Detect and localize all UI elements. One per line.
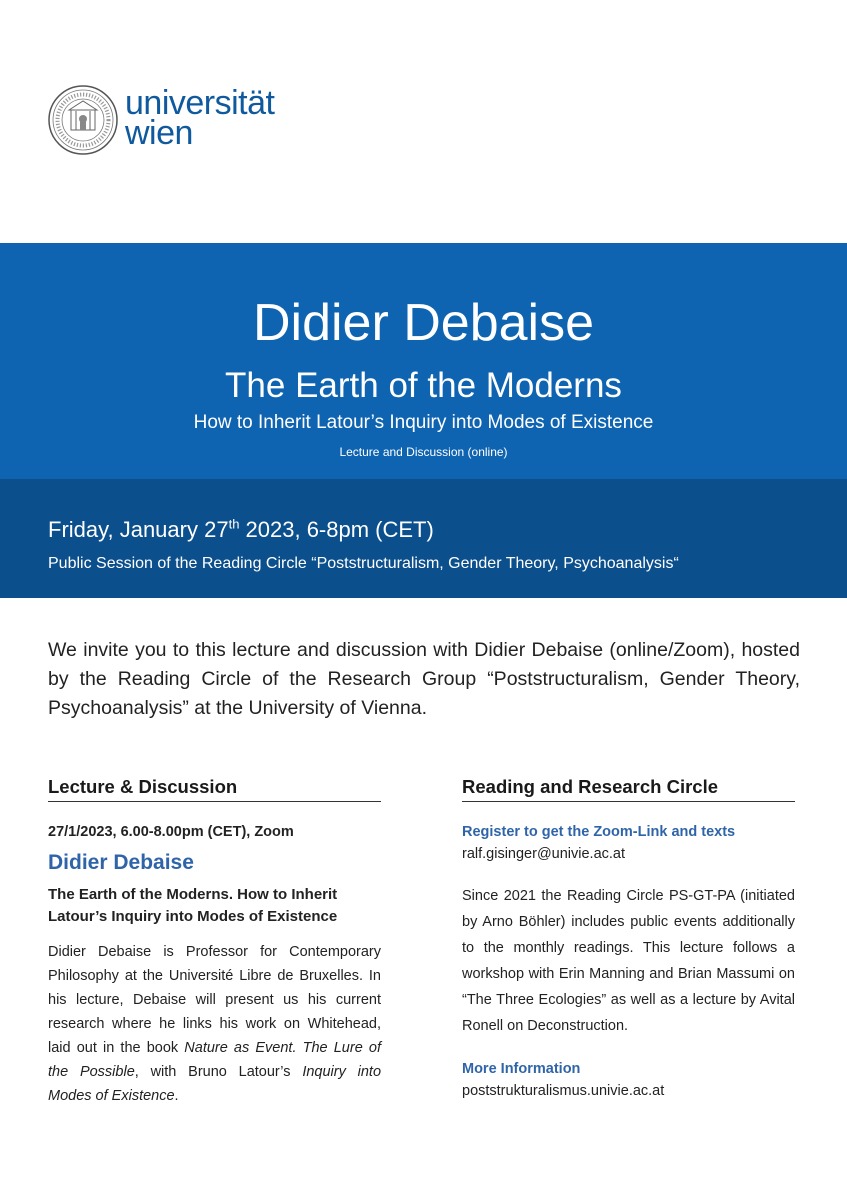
speaker-name: Didier Debaise (252, 294, 595, 352)
talk-title: The Earth of the Moderns. How to Inherit Latour’s Inquiry into Modes of Existence (48, 886, 338, 925)
event-date: Friday, January 27th 2023, 6-8pm (CET) (48, 516, 434, 542)
circle-column (462, 775, 795, 1102)
event-subtitle: How to Inherit Latour’s Inquiry into Modes of Existence (193, 412, 654, 433)
event-title: The Earth of the Moderns (225, 366, 622, 405)
lecture-column (48, 775, 381, 1108)
title-banner (0, 243, 847, 479)
contact-email[interactable]: ralf.gisinger@univie.ac.at (462, 846, 626, 862)
lecture-datetime: 27/1/2023, 6.00-8.00pm (CET), Zoom (48, 824, 294, 840)
date-band (0, 479, 847, 598)
session-description: Public Session of the Reading Circle “Poststructuralism, Gender Theory, Psychoanalysis“ (48, 555, 679, 572)
logo-line-2: wien (125, 114, 193, 152)
logo-wordmark (125, 84, 275, 152)
intro-paragraph: We invite you to this lecture and discussion with Didier Debaise (online/Zoom), hosted by the Reading Circle of the Research Group “Poststructuralism, Gender Theory, Psychoanalysis” at the University of Vienna. (48, 639, 800, 719)
info-url[interactable]: poststrukturalismus.univie.ac.at (462, 1083, 665, 1099)
event-format: Lecture and Discussion (online) (339, 445, 508, 459)
speaker-bio: Didier Debaise is Professor for Contemporary Philosophy at the Université Libre de Bruxelles. In his lecture, Debaise will present us his current research where he links his work on Whitehead, laid out in the book Nature as Event. The Lure of the Possible, with Bruno Latour’s Inquiry into Modes of Existence. (48, 944, 382, 1104)
more-info-label: More Information (462, 1061, 581, 1077)
university-seal-icon (47, 84, 119, 156)
lecture-speaker: Didier Debaise (48, 851, 194, 874)
lecture-heading: Lecture & Discussion (48, 775, 381, 802)
logo-line-1: universität (125, 84, 275, 122)
university-logo (47, 84, 347, 160)
register-label: Register to get the Zoom-Link and texts (462, 824, 736, 840)
circle-description: Since 2021 the Reading Circle PS-GT-PA (initiated by Arno Böhler) includes public events additionally to the monthly readings. This lecture follows a workshop with Erin Manning and Brian Massumi on “The Three Ecologies” as well as a lecture by Avital Ronell on Deconstruction. (462, 888, 795, 1034)
circle-heading: Reading and Research Circle (462, 775, 795, 802)
